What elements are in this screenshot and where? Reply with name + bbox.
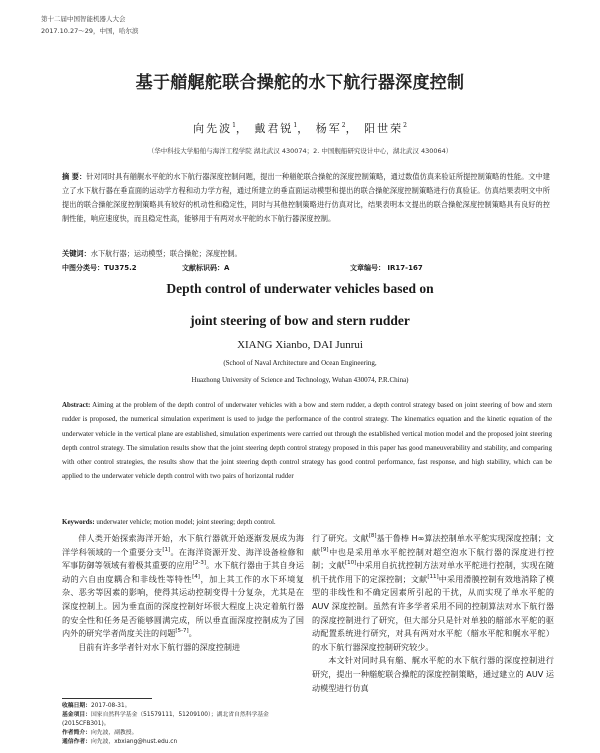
abstract-cn-label: 摘 要： xyxy=(62,172,87,181)
abstract-cn xyxy=(62,170,550,226)
conference-name: 第十二届中国智能机器人大会 xyxy=(41,15,126,23)
affiliation-cn: （华中科技大学船舶与海洋工程学院 湖北武汉 430074；2. 中国舰船研究设计中心，湖北武汉 430064） xyxy=(147,147,453,155)
footnote-received: 收稿日期：2017-08-31。 xyxy=(62,703,131,709)
body-column-left xyxy=(62,532,304,654)
abstract-cn-text: 针对同时具有艏艉水平舵的水下航行器深度控制问题，提出一种艏舵联合操舵的深度控制策略，通过数值仿真来验证所提控制策略的性能。文中建立了水下航行器在垂直面的运动学方程和动力学方程，通过所建立的垂直面运动模型和提出的联合操舵深度控制策略进行仿真验证。仿真结果表明文中所提出的联合操舵深度控制策略具有较好的机动性和稳定性，同时与其他控制策略进行仿真对比，结果表明本文提出的联合操舵深度控制策略具有良好的控制性能，响应速度快，而且稳定性高，能够用于有两对水平舵的水下航行器深度控制。 xyxy=(62,172,550,223)
body-paragraph: 行了研究。文献[8]基于鲁棒 H∞算法控制单水平舵实现深度控制；文献[9]中也是采用单水平舵控制对超空泡水下航行器的深度进行控制；文献[10]中采用自抗扰控制方法对单水平舵进行控制，实现在随机干扰作用下的定深控制；文献[11]中采用滑膜控制有效地消除了模型的非线性和不确定因素所引起的干扰，从而实现了单水平舵的 AUV 深度控制。虽然有许多学者采用不同的控制算法对水下航行器的深度控制进行了研究，但大部分只是针对单独的艏部水平舵的驱动配置系统进行研究，对具有两对水平舵（艏水平舵和艉水平舵）的水下航行器深度控制研究较少。 xyxy=(312,533,554,652)
citation: [1] xyxy=(162,546,171,553)
abstract-en xyxy=(62,398,552,484)
affiliation-en-line1: (School of Naval Architecture and Ocean Engineering, xyxy=(223,359,377,367)
abstract-en-label: Abstract: xyxy=(62,401,91,409)
keywords-en xyxy=(62,518,276,526)
article-number: 文章编号： IR17-167 xyxy=(350,264,423,272)
keywords-en-text: underwater vehicle; motion model; joint steering; depth control. xyxy=(96,518,276,526)
clc-number: 中图分类号：TU375.2 xyxy=(62,264,137,272)
abstract-en-text: Aiming at the problem of the depth control of underwater vehicles with a bow and stern rudder, a depth control strategy based on joint steering of bow and stern rudder is proposed, the numerical simulation experiment is used to judge the performance of the control strategy. The kinematics equation and the kinetic equation of the underwater vehicle in the vertical plane are established, simulation experiments were carried out through the established vertical motion model and the proposed joint steering depth control strategy. The simulation results show that the joint steering depth control strategy proposed in this paper has good maneuverability and stability, and comparing with other control strategies, the results show that the joint steering depth control strategy has good control performance, fast response, and high stability, which can be applied to the underwater vehicle depth control with two pairs of horizontal rudder xyxy=(62,401,552,481)
author-name: 阳世荣 xyxy=(364,122,404,135)
citation: [10] xyxy=(344,560,357,567)
footnote-author: 作者简介：向先波，副教授。 xyxy=(62,730,138,736)
keywords-cn xyxy=(62,249,242,259)
author-name: 杨军 xyxy=(315,122,342,135)
author-name: 戴君锐 xyxy=(254,122,294,135)
body-paragraph: 伴人类开始探索海洋开始，水下航行器就开始逐渐发展成为海洋学科领域的一个重要分支[1]。在海洋资源开发、海洋设备检修和军事防御等领域有着极其重要的应用[2-3]。水下航行器由于其自身运动的六自由度耦合和非线性等特性[4]，加上其工作的水下环境复杂、恶劣等因素的影响，使得其运动控制变得十分复杂，尤其是在深度控制上。因为垂直面的深度控制好坏很大程度上决定着航行器的安全性和任务是否能够圆满完成，所以垂直面深度控制成为了国内外的研究学者尚度关注的问题[5-7]。 xyxy=(62,533,304,639)
body-paragraph: 本文针对同时具有艏、艉水平舵的水下航行器的深度控制进行研究，提出一种艏舵联合操舵的深度控制策略，通过建立的 AUV 运动模型进行仿真 xyxy=(312,655,554,693)
author-affil-mark: 2 xyxy=(403,122,407,129)
author-affil-mark: 2 xyxy=(341,122,346,129)
keywords-en-label: Keywords: xyxy=(62,518,95,526)
paper-title-cn: 基于艏艉舵联合操舵的水下航行器深度控制 xyxy=(135,73,465,93)
affiliation-en-line2: Huazhong University of Science and Technology, Wuhan 430074, P.R.China) xyxy=(191,376,409,384)
conference-header xyxy=(41,13,139,37)
document-code: 文献标识码：A xyxy=(182,264,230,272)
author-affil-mark: 1 xyxy=(293,122,298,129)
author-list-en: XIANG Xianbo, DAI Junrui xyxy=(237,339,363,351)
keywords-cn-label: 关键词： xyxy=(62,249,91,258)
citation: [9] xyxy=(320,546,329,553)
footnotes xyxy=(62,702,302,747)
author-name: 向先波 xyxy=(193,122,233,135)
author-list-cn: 向先波$^1$， 戴君锐$^1$， 杨军$^2$， 阳世荣$^2$ xyxy=(193,122,407,135)
citation: [4] xyxy=(192,573,200,580)
author-affil-mark: 1 xyxy=(232,122,236,129)
body-paragraph: 目前有许多学者针对水下航行器的深度控制进 xyxy=(78,641,241,652)
keywords-cn-text: 水下航行器；运动模型；联合操舵；深度控制。 xyxy=(90,249,242,258)
citation: [5-7] xyxy=(175,628,189,635)
citation: [11] xyxy=(427,573,439,580)
paper-title-en-line2: joint steering of bow and stern rudder xyxy=(190,313,410,328)
paper-title-en-line1: Depth control of underwater vehicles based on xyxy=(166,281,434,296)
citation: [2-3] xyxy=(192,560,206,567)
footnote-fund: 基金项目：国家自然科学基金（51579111，51209100）；湖北省自然科学基金(2015CFB301)。 xyxy=(62,712,269,727)
footnote-contact: 通信作者：向先波，xbxiang@hust.edu.cn xyxy=(62,739,178,745)
conference-date-location: 2017.10.27～29，中国，哈尔滨 xyxy=(41,27,139,35)
citation: [8] xyxy=(368,533,377,539)
footnote-divider xyxy=(62,698,152,699)
body-column-right xyxy=(312,532,554,695)
